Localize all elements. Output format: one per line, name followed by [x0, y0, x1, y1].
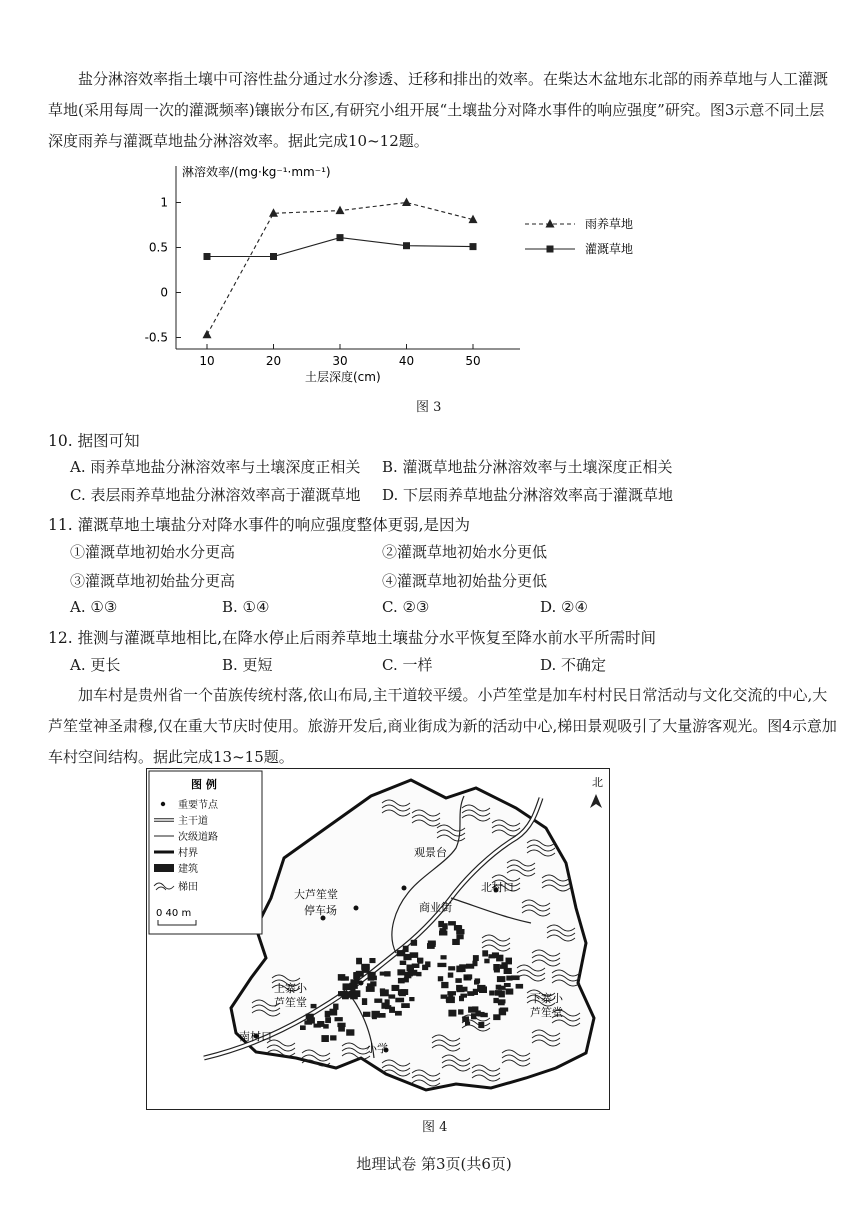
building — [489, 991, 495, 996]
x-tick-label: 50 — [465, 354, 481, 368]
building — [496, 985, 502, 990]
building — [338, 974, 346, 981]
building — [429, 942, 436, 948]
data-point — [402, 198, 411, 207]
building — [397, 969, 405, 975]
building — [300, 1025, 306, 1030]
building — [395, 998, 404, 1003]
building — [325, 1011, 331, 1017]
building — [409, 997, 414, 1001]
building — [398, 978, 405, 984]
data-point — [203, 330, 212, 339]
building — [356, 958, 362, 965]
building — [410, 952, 419, 958]
building — [338, 991, 347, 996]
building — [353, 990, 360, 997]
building — [448, 966, 455, 970]
building — [335, 1017, 343, 1021]
figure-3-caption: 图 3 — [416, 400, 442, 415]
scale-label: 0 40 m — [156, 908, 192, 919]
building — [411, 940, 417, 946]
building — [516, 984, 524, 989]
building — [496, 955, 503, 962]
legend-key-node: 重要节点 — [178, 800, 218, 811]
building — [395, 1011, 402, 1016]
building — [513, 976, 519, 981]
building — [455, 978, 461, 983]
building — [400, 961, 407, 965]
data-point — [403, 242, 410, 249]
building — [497, 976, 506, 982]
q11-option-d: D. ②④ — [540, 598, 588, 616]
building — [456, 929, 464, 934]
q12-option-b: B. 更短 — [222, 656, 273, 674]
building — [441, 955, 447, 959]
building — [446, 998, 454, 1002]
building — [499, 1008, 506, 1015]
building — [330, 1035, 336, 1040]
question-11-stem: 11. 灌溉草地土壤盐分对降水事件的响应强度整体更弱,是因为 — [48, 516, 471, 534]
y-tick-label: 0.5 — [148, 240, 168, 255]
map-legend — [149, 771, 262, 934]
label-parking: 停车场 — [304, 904, 337, 917]
label-south-gate: 南村口 — [239, 1030, 272, 1043]
label-commercial: 商业街 — [419, 901, 452, 914]
label-viewpoint: 观景台 — [414, 846, 447, 859]
intro-paragraph-2: 加车村是贵州省一个苗族传统村落,依山布局,主干道较平缓。小芦笙堂是加车村村民日常活动与文化交流的中心,大芦笙堂神圣肃穆,仅在重大节庆时使用。旅游开发后,商业街成为新的活动中心,梯田景观吸引了大量游客观光。图4示意加车村空间结构。据此完成13~15题。 — [48, 686, 837, 766]
building — [438, 976, 443, 981]
building — [498, 999, 506, 1003]
building — [458, 1009, 463, 1014]
x-tick-label: 40 — [398, 354, 415, 368]
building — [385, 999, 390, 1005]
building — [397, 950, 406, 956]
q11-option-c: C. ②③ — [382, 598, 430, 616]
building — [369, 958, 375, 963]
building — [440, 928, 447, 933]
y-tick-label: 1 — [160, 195, 168, 210]
building — [321, 1035, 329, 1042]
building — [475, 978, 481, 983]
label-big-lusheng: 大芦笙堂 — [294, 888, 338, 901]
data-point — [336, 206, 345, 215]
building — [366, 986, 375, 992]
question-10-stem: 10. 据图可知 — [48, 432, 140, 450]
building — [459, 996, 464, 1001]
page-footer: 地理试卷 第3页(共6页) — [356, 1155, 512, 1173]
building — [480, 1013, 487, 1017]
y-tick-label: -0.5 — [144, 330, 168, 345]
building — [346, 1029, 354, 1035]
q10-option-c: C. 表层雨养草地盐分淋溶效率高于灌溉草地 — [70, 486, 361, 504]
y-axis-label: 淋溶效率/(mg·kg⁻¹·mm⁻¹) — [182, 165, 331, 179]
q10-option-a: A. 雨养草地盐分淋溶效率与土壤深度正相关 — [70, 458, 361, 476]
building — [448, 973, 454, 978]
data-point — [337, 234, 344, 241]
north-label: 北 — [592, 776, 603, 789]
legend-marker — [547, 246, 554, 253]
building — [412, 964, 420, 969]
building — [482, 950, 488, 956]
label-school: 小学 — [366, 1042, 388, 1055]
q10-option-b: B. 灌溉草地盐分淋溶效率与土壤深度正相关 — [382, 458, 673, 476]
legend-label: 灌溉草地 — [585, 242, 634, 256]
legend-label: 雨养草地 — [585, 217, 634, 231]
building — [452, 939, 460, 945]
building — [437, 963, 446, 967]
legend-terrace: 梯田 — [178, 882, 198, 893]
building — [501, 962, 507, 968]
building — [425, 961, 430, 967]
building — [465, 1021, 470, 1025]
building — [418, 958, 423, 964]
building — [448, 921, 456, 925]
x-tick-label: 30 — [332, 354, 348, 368]
building — [362, 967, 370, 973]
legend-secondary-road: 次级道路 — [178, 832, 218, 843]
label-lower-lusheng: 下寨小芦笙堂 — [530, 992, 563, 1019]
q10-option-d: D. 下层雨养草地盐分淋溶效率高于灌溉草地 — [382, 486, 674, 504]
data-point — [269, 208, 278, 217]
building — [416, 972, 421, 976]
building — [467, 991, 474, 996]
building — [368, 972, 376, 977]
building — [333, 1004, 338, 1010]
y-tick-label: 0 — [160, 285, 168, 300]
q11-statement-2: ②灌溉草地初始水分更低 — [382, 543, 548, 561]
question-12-stem: 12. 推测与灌溉草地相比,在降水停止后雨养草地土壤盐分水平恢复至降水前水平所需时间 — [48, 629, 657, 647]
building — [392, 985, 400, 991]
figure-4-map — [146, 768, 610, 1110]
building — [484, 959, 489, 964]
legend-title: 图 例 — [191, 778, 217, 791]
x-axis-label: 土层深度(cm) — [305, 370, 381, 384]
building — [495, 990, 502, 996]
q12-option-a: A. 更长 — [70, 656, 121, 674]
q12-option-c: C. 一样 — [382, 656, 433, 674]
building — [488, 954, 495, 958]
building — [353, 972, 358, 979]
building — [307, 1017, 315, 1023]
building — [479, 986, 487, 993]
series-line-0 — [207, 203, 473, 335]
building — [504, 968, 512, 974]
building — [388, 994, 395, 998]
data-point — [270, 253, 277, 260]
data-point — [204, 253, 211, 260]
building — [362, 998, 367, 1005]
building — [338, 1025, 345, 1032]
building — [441, 982, 448, 988]
building — [466, 964, 474, 969]
q11-statement-4: ④灌溉草地初始盐分更低 — [382, 572, 548, 590]
q12-option-d: D. 不确定 — [540, 656, 607, 674]
label-north-gate: 北村口 — [481, 881, 514, 894]
building — [372, 1014, 377, 1019]
q11-option-b: B. ①④ — [222, 598, 270, 616]
figure-3-chart — [130, 158, 650, 394]
building — [401, 1003, 410, 1008]
q11-statement-3: ③灌溉草地初始盐分更高 — [70, 572, 236, 590]
building — [374, 999, 382, 1003]
building — [448, 1010, 456, 1017]
q11-option-a: A. ①③ — [70, 598, 118, 616]
building — [473, 955, 479, 961]
q11-statement-1: ①灌溉草地初始水分更高 — [70, 543, 236, 561]
building — [349, 983, 358, 989]
building — [311, 1004, 317, 1008]
building — [493, 1014, 500, 1020]
building — [456, 934, 463, 939]
building — [325, 1017, 331, 1023]
figure-4-caption: 图 4 — [422, 1120, 448, 1135]
building — [475, 1011, 480, 1017]
data-point — [470, 243, 477, 250]
building — [363, 1012, 370, 1017]
building — [408, 971, 413, 977]
building — [380, 988, 385, 992]
building — [493, 964, 500, 970]
building — [389, 1007, 395, 1013]
intro-paragraph-1: 盐分淋溶效率指土壤中可溶性盐分通过水分渗透、迁移和排出的效率。在柴达木盆地东北部的雨养草地与人工灌溉草地(采用每周一次的灌溉频率)镶嵌分布区,有研究小组开展“土壤盐分对降水事件的响应强度”研究。图3示意不同土层深度雨养与灌溉草地盐分淋溶效率。据此完成10~12题。 — [48, 70, 829, 150]
label-upper-lusheng: 上寨小芦笙堂 — [274, 982, 307, 1009]
legend-building: 建筑 — [178, 864, 198, 875]
building — [368, 976, 375, 980]
building — [456, 987, 464, 992]
building — [506, 989, 514, 995]
legend-marker — [546, 219, 555, 228]
x-tick-label: 20 — [265, 354, 282, 368]
building — [478, 1022, 484, 1028]
building — [399, 989, 406, 996]
building — [384, 971, 390, 976]
legend-boundary: 村界 — [178, 848, 198, 859]
building — [462, 1016, 469, 1022]
x-tick-label: 10 — [199, 354, 215, 368]
legend-main-road: 主干道 — [178, 816, 208, 827]
building — [317, 1021, 324, 1027]
